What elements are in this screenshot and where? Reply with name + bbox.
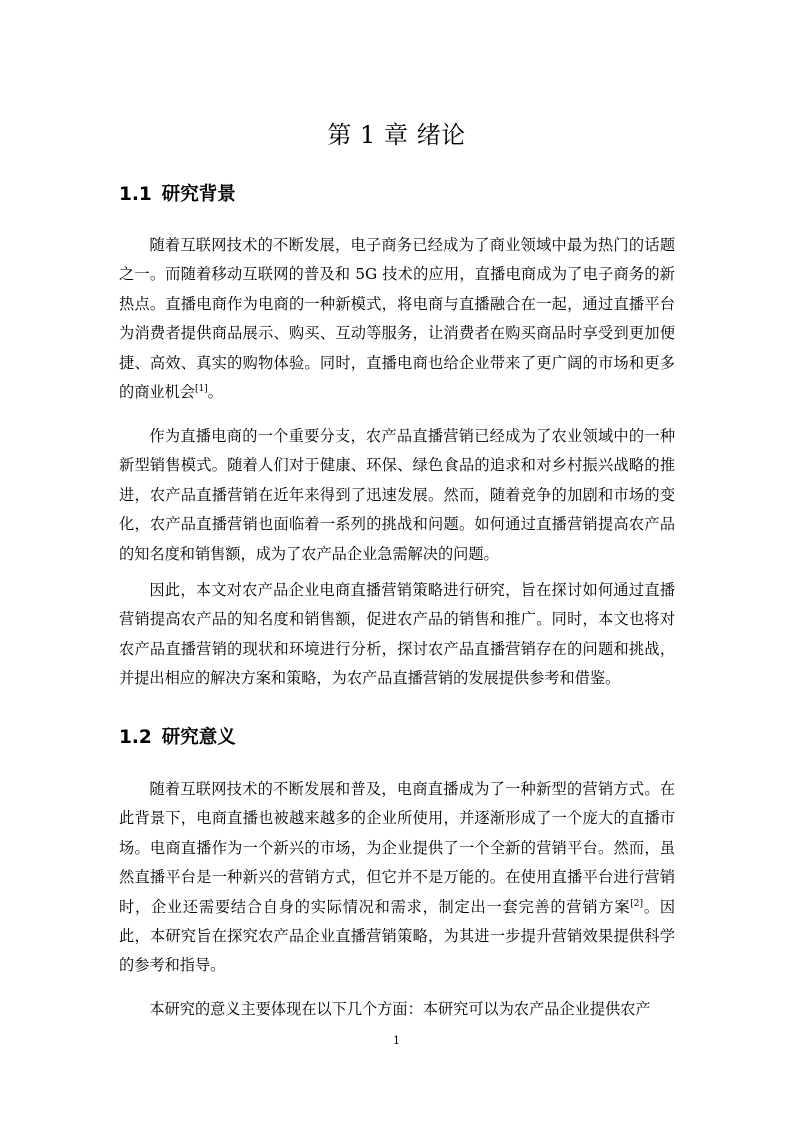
paragraph-text: 本研究的意义主要体现在以下几个方面：本研究可以为农产品企业提供农产 [149,1000,651,1018]
section-number: 1.2 [119,727,152,748]
page-number: 1 [393,1034,400,1047]
paragraph-text: 因此，本文对农产品企业电商直播营销策略进行研究，旨在探讨如何通过直播营销提高农产品的知名度和销售额，促进农产品的销售和推广。同时，本文也将对农产品直播营销的现状和环境进行分析，探讨农产品直播营销存在的问题和挑战，并提出相应的解决方案和策略，为农产品直播营销的发展提供参考和借鉴。 [119,581,675,688]
citation-marker: [2] [630,898,644,909]
paragraph [119,995,675,1024]
paragraph-text: 随着互联网技术的不断发展和普及，电商直播成为了一种新型的营销方式。在此背景下，电商直播也被越来越多的企业所使用，并逐渐形成了一个庞大的直播市场。电商直播作为一个新兴的市场，为企业提供了一个全新的营销平台。然而，虽然直播平台是一种新兴的营销方式，但它并不是万能的。在使用直播平台进行营销时，企业还需要结合自身的实际情况和需求，制定出一套完善的营销方案 [119,780,675,916]
section-number: 1.1 [119,184,152,205]
chapter-title: 第 1 章 绪论 [327,121,466,149]
section-heading-background [119,182,236,208]
paragraph-text: 随着互联网技术的不断发展，电子商务已经成为了商业领域中最为热门的话题之一。而随着移动互联网的普及和 5G 技术的应用，直播电商成为了电子商务的新热点。直播电商作为电商的一种新模式，将电商与直播融合在一起，通过直播平台为消费者提供商品展示、购买、互动等服务，让消费者在购买商品时享受到更加便捷、高效、真实的购物体验。同时，直播电商也给企业带来了更广阔的市场和更多的商业机会 [119,236,675,402]
paragraph [119,422,675,569]
section-title: 研究背景 [161,184,236,205]
paragraph-text-tail: 。因此，本研究旨在探究农产品企业直播营销策略，为其进一步提升营销效果提供科学的参考和指导。 [119,897,676,975]
paragraph [119,576,675,694]
section-heading-significance [119,725,236,751]
paragraph [119,775,675,981]
citation-marker: [1] [194,383,208,394]
paragraph-text-tail: 。 [207,383,223,402]
section-title: 研究意义 [161,727,236,748]
paragraph [119,231,675,407]
paragraph-text: 作为直播电商的一个重要分支，农产品直播营销已经成为了农业领域中的一种新型销售模式。随着人们对于健康、环保、绿色食品的追求和对乡村振兴战略的推进，农产品直播营销在近年来得到了迅速发展。然而，随着竞争的加剧和市场的变化，农产品直播营销也面临着一系列的挑战和问题。如何通过直播营销提高农产品的知名度和销售额，成为了农产品企业急需解决的问题。 [119,427,675,563]
